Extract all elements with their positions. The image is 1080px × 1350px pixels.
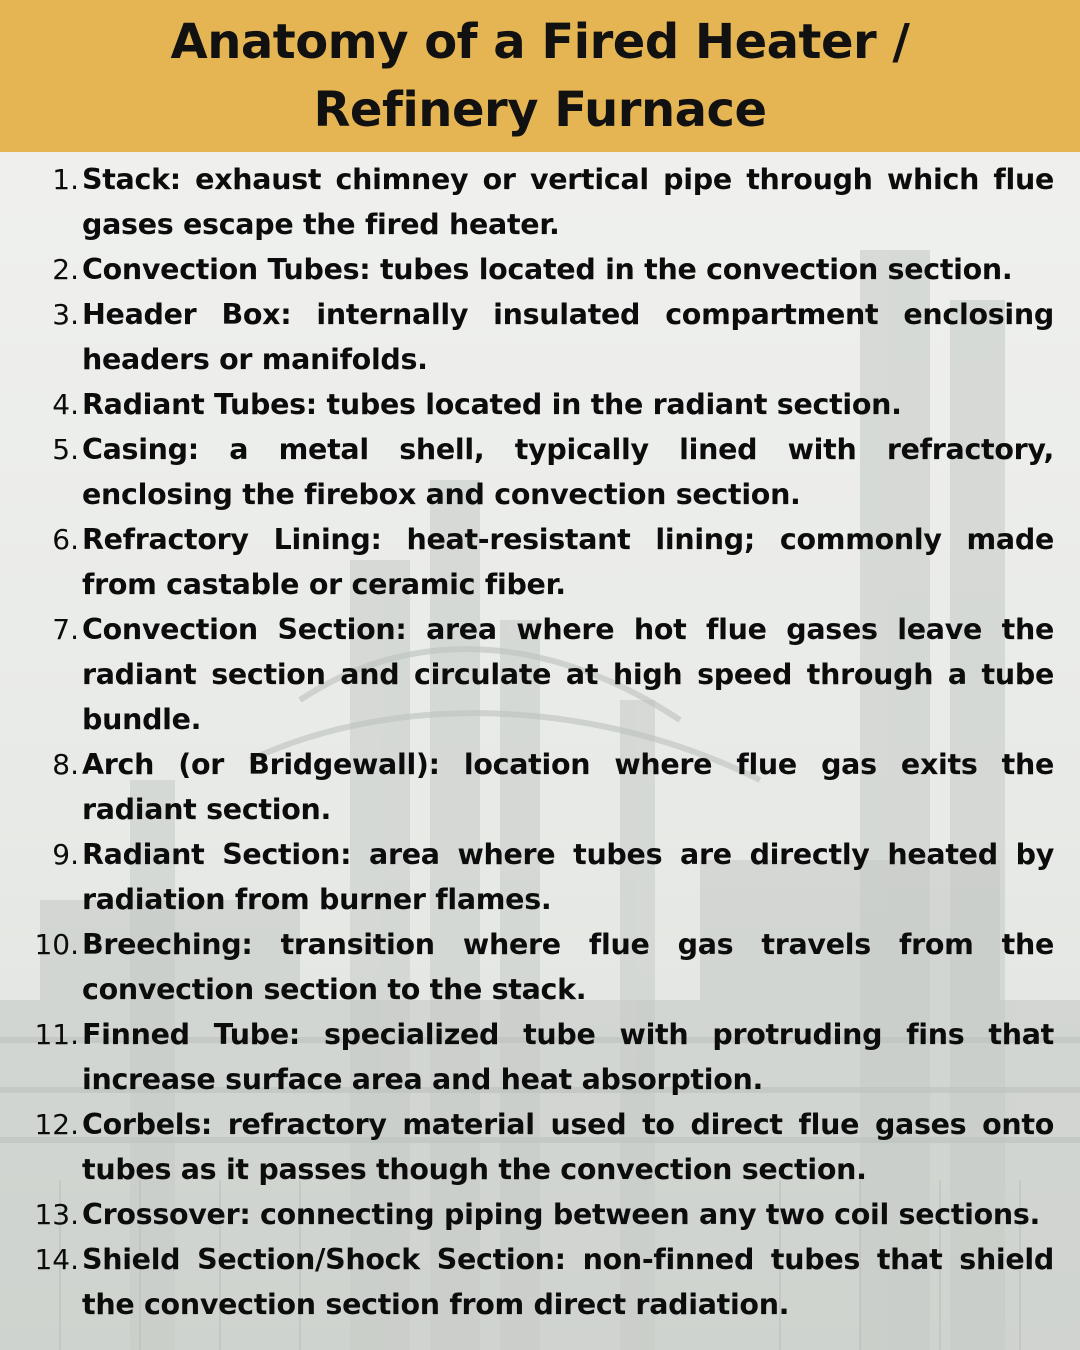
page-title — [171, 8, 910, 144]
item-text: Refractory Lining: heat-resistant lining; commonly made from castable or ceramic fiber. — [82, 523, 1054, 601]
title-line-1: Anatomy of a Fired Heater / — [170, 14, 910, 70]
item-text: Crossover: connecting piping between any two coil sections. — [82, 1198, 1041, 1231]
item-text: Stack: exhaust chimney or vertical pipe through which flue gases escape the fired heater. — [82, 163, 1054, 241]
list-item — [0, 742, 1080, 832]
item-number: 11. — [34, 1018, 79, 1051]
item-text: Breeching: transition where flue gas travels from the convection section to the stack. — [82, 928, 1054, 1006]
item-text: Convection Tubes: tubes located in the convection section. — [82, 253, 1013, 286]
item-number: 8. — [52, 748, 79, 781]
item-number: 13. — [34, 1198, 79, 1231]
component-list — [0, 157, 1080, 1327]
item-number: 1. — [52, 163, 79, 196]
item-number: 2. — [52, 253, 79, 286]
list-item — [0, 292, 1080, 382]
item-number: 7. — [52, 613, 79, 646]
item-text: Radiant Tubes: tubes located in the radiant section. — [82, 388, 902, 421]
item-number: 14. — [34, 1243, 79, 1276]
item-number: 12. — [34, 1108, 79, 1141]
item-text: Casing: a metal shell, typically lined with refractory, enclosing the firebox and convection section. — [82, 433, 1054, 511]
item-number: 6. — [52, 523, 79, 556]
item-text: Finned Tube: specialized tube with protruding fins that increase surface area and heat absorption. — [82, 1018, 1054, 1096]
item-text: Shield Section/Shock Section: non-finned tubes that shield the convection section from direct radiation. — [82, 1243, 1054, 1321]
list-item — [0, 607, 1080, 742]
item-number: 4. — [52, 388, 79, 421]
list-item — [0, 832, 1080, 922]
item-number: 10. — [34, 928, 79, 961]
item-text: Arch (or Bridgewall): location where flue gas exits the radiant section. — [82, 748, 1054, 826]
list-item — [0, 427, 1080, 517]
title-banner — [0, 0, 1080, 152]
list-item — [0, 382, 1080, 427]
item-number: 9. — [52, 838, 79, 871]
list-item — [0, 1012, 1080, 1102]
item-number: 5. — [52, 433, 79, 466]
list-item — [0, 1192, 1080, 1237]
list-item — [0, 247, 1080, 292]
list-item — [0, 922, 1080, 1012]
item-text: Header Box: internally insulated compartment enclosing headers or manifolds. — [82, 298, 1054, 376]
list-item — [0, 1102, 1080, 1192]
list-item — [0, 157, 1080, 247]
list-item — [0, 1237, 1080, 1327]
item-text: Corbels: refractory material used to direct flue gases onto tubes as it passes though the convection section. — [82, 1108, 1054, 1186]
item-number: 3. — [52, 298, 79, 331]
list-item — [0, 517, 1080, 607]
item-text: Convection Section: area where hot flue gases leave the radiant section and circulate at high speed through a tube bundle. — [82, 613, 1054, 736]
title-line-2: Refinery Furnace — [313, 82, 767, 138]
item-text: Radiant Section: area where tubes are directly heated by radiation from burner flames. — [82, 838, 1054, 916]
